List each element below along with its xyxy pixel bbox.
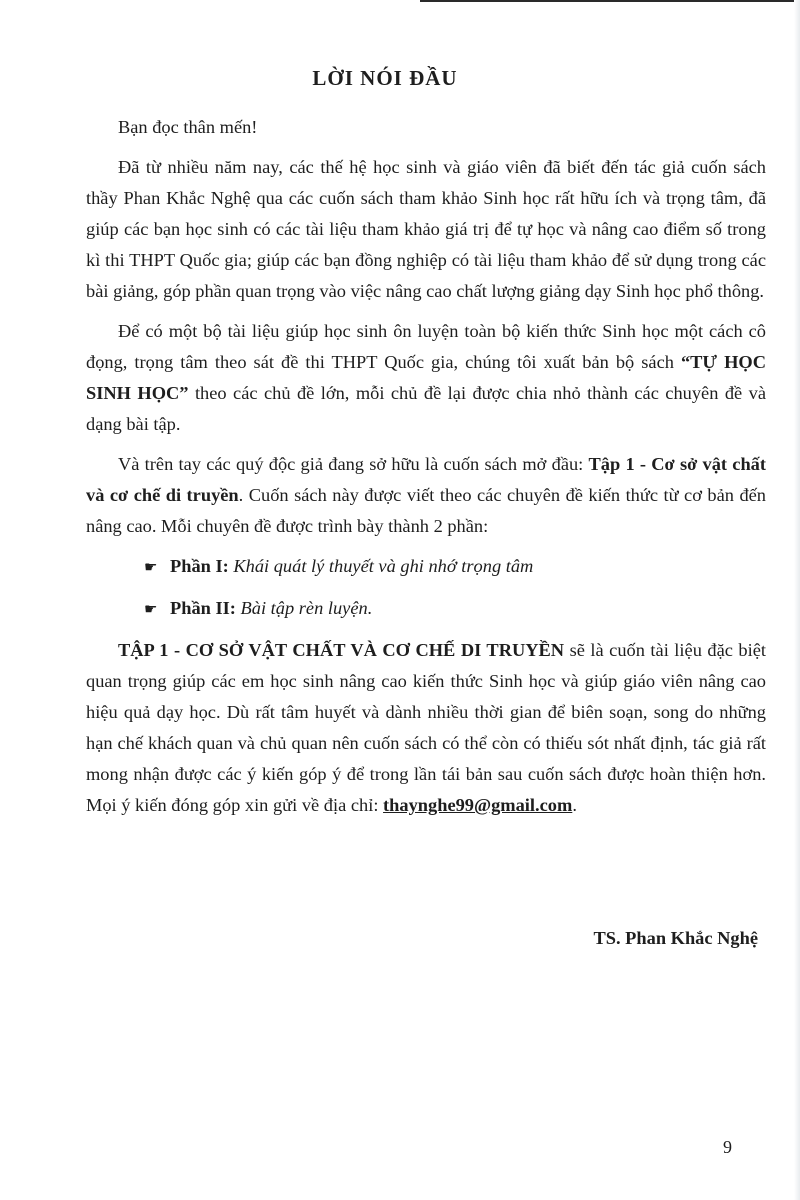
- series-title: “TỰ HỌC SINH HỌC”: [86, 352, 766, 403]
- book-title: Tập 1 - Cơ sở vật chất và cơ chế di truyền: [86, 454, 766, 505]
- email-link[interactable]: thaynghe99@gmail.com: [383, 795, 573, 815]
- volume-title: TẬP 1 - CƠ SỞ VẬT CHẤT VÀ CƠ CHẾ DI TRUYỀN: [118, 640, 565, 660]
- greeting: Bạn đọc thân mến!: [118, 117, 258, 137]
- paragraph-4: [86, 635, 766, 821]
- page-title: LỜI NÓI ĐẦU: [312, 66, 458, 90]
- paragraph-3-text-end: . Cuốn sách này được viết theo các chuyên đề kiến thức từ cơ bản đến nâng cao. Mỗi chuyên đề được trình bày thành 2 phần:: [86, 485, 767, 536]
- bullet-item-part-2: [86, 593, 766, 626]
- paragraph-3-text: Và trên tay các quý độc giả đang sở hữu là cuốn sách mở đầu:: [118, 454, 589, 474]
- paragraph-4-end: .: [572, 795, 577, 815]
- bullet-text: Khái quát lý thuyết và ghi nhớ trọng tâm: [233, 556, 534, 576]
- body-text: [86, 112, 766, 830]
- paragraph-4-text: sẽ là cuốn tài liệu đặc biệt quan trọng giúp các em học sinh nâng cao kiến thức Sinh học và giúp giáo viên nâng cao hiệu quả dạy học. Dù rất tâm huyết và dành nhiều thời gian để biên soạn, song do những hạn chế khách quan và chủ quan nên cuốn sách có thể còn có thiếu sót nhất định, tác giả rất mong nhận được các ý kiến góp ý để trong lần tái bản sau cuốn sách được hoàn thiện hơn. Mọi ý kiến đóng góp xin gửi về địa chỉ:: [86, 640, 766, 815]
- paragraph-1: Đã từ nhiều năm nay, các thế hệ học sinh và giáo viên đã biết đến tác giả cuốn sách thầy Phan Khắc Nghệ qua các cuốn sách tham khảo Sinh học rất hữu ích và trọng tâm, đã giúp các bạn học sinh có các tài liệu tham khảo giá trị để tự học và nâng cao điểm số trong kì thi THPT Quốc gia; giúp các bạn đồng nghiệp có tài liệu tham khảo để sử dụng trong các bài giảng, góp phần quan trọng vào việc nâng cao chất lượng giảng dạy Sinh học phổ thông.: [86, 157, 766, 301]
- page-edge-shadow: [794, 0, 800, 1200]
- bullet-item-part-1: [86, 551, 766, 584]
- bullet-text: Bài tập rèn luyện.: [240, 598, 373, 618]
- paragraph-2-text-end: theo các chủ đề lớn, mỗi chủ đề lại được chia nhỏ thành các chuyên đề và dạng bài tập.: [86, 383, 767, 434]
- paragraph-2: [86, 316, 766, 440]
- bullet-label: Phần I:: [170, 556, 229, 576]
- author-signature: TS. Phan Khắc Nghệ: [593, 928, 758, 948]
- hand-pointer-icon: ☛: [144, 560, 158, 576]
- page-number: 9: [723, 1137, 732, 1157]
- paragraph-2-text: Để có một bộ tài liệu giúp học sinh ôn luyện toàn bộ kiến thức Sinh học một cách cô đọng, trọng tâm theo sát đề thi THPT Quốc gia, chúng tôi xuất bản bộ sách: [86, 321, 766, 372]
- top-edge-rule: [420, 0, 800, 2]
- hand-pointer-icon: ☛: [144, 602, 158, 618]
- bullet-label: Phần II:: [170, 598, 236, 618]
- paragraph-3: [86, 449, 766, 542]
